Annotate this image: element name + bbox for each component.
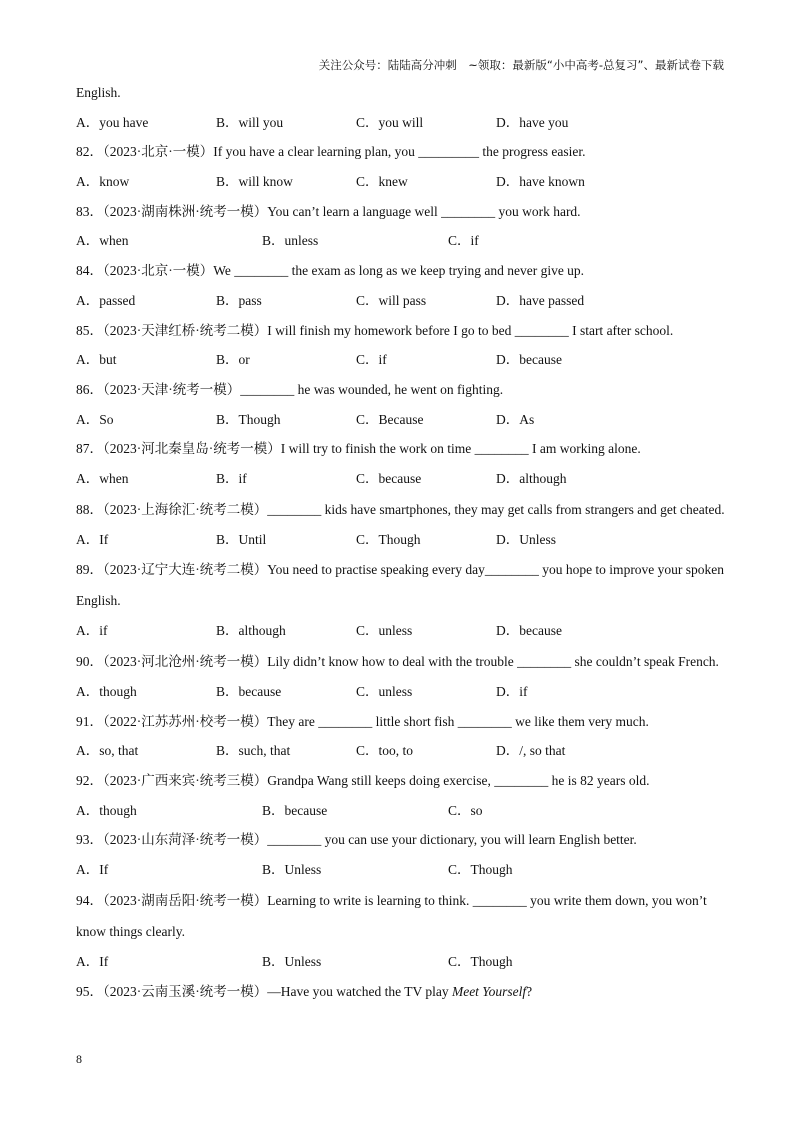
question-options bbox=[76, 345, 726, 375]
question-text: ________ kids have smartphones, they may get calls from strangers and get cheated. bbox=[267, 501, 725, 517]
question-options bbox=[76, 947, 726, 977]
question-stem bbox=[76, 494, 726, 525]
question-options bbox=[76, 405, 726, 435]
answer-option: B．or bbox=[216, 352, 250, 368]
question-text: I will try to finish the work on time ________ I am working alone. bbox=[280, 441, 641, 457]
question-source: （2023·北京·一模） bbox=[103, 144, 214, 160]
answer-option: B．if bbox=[216, 470, 247, 486]
answer-option: D．if bbox=[496, 684, 528, 699]
answer-option: B．although bbox=[216, 623, 286, 639]
answer-option: C．Though bbox=[448, 862, 513, 878]
answer-option: A．though bbox=[76, 684, 137, 699]
answer-option: B．Unless bbox=[262, 953, 322, 969]
answer-option: B．pass bbox=[216, 292, 262, 308]
answer-option: A．know bbox=[76, 174, 130, 190]
answer-option: B．unless bbox=[262, 233, 319, 249]
answer-option: D．have you bbox=[496, 114, 569, 130]
question-text: ________ he was wounded, he went on fighting. bbox=[240, 381, 504, 397]
question-source: （2023·天津红桥·统考二模） bbox=[103, 322, 268, 338]
answer-option: A．when bbox=[76, 233, 129, 249]
answer-option: B．such, that bbox=[216, 743, 291, 759]
question-text: If you have a clear learning plan, you _________ the progress easier. bbox=[213, 144, 586, 160]
answer-option: C．unless bbox=[356, 623, 413, 639]
answer-option: C．will pass bbox=[356, 292, 427, 308]
answer-option: A．when bbox=[76, 470, 129, 486]
answer-option: B．Though bbox=[216, 411, 281, 427]
answer-option: C．knew bbox=[356, 174, 408, 190]
answer-option: B．because bbox=[262, 802, 328, 818]
answer-option: A．passed bbox=[76, 292, 136, 308]
question-number: 94． bbox=[76, 892, 103, 908]
answer-option: C．because bbox=[356, 470, 422, 486]
answer-option: B．Until bbox=[216, 531, 267, 547]
question-number: 91． bbox=[76, 713, 103, 729]
question-number: 90． bbox=[76, 654, 103, 669]
question-text: I will finish my homework before I go to bed ________ I start after school. bbox=[267, 322, 674, 338]
answer-option: C．too, to bbox=[356, 743, 414, 759]
answer-option: C．Though bbox=[448, 953, 513, 969]
question-text: ________ you can use your dictionary, you will learn English better. bbox=[267, 832, 637, 848]
question-source: （2023·天津·统考一模） bbox=[103, 381, 241, 397]
question-number: 85． bbox=[76, 322, 103, 338]
question-stem bbox=[76, 434, 726, 464]
question-number: 93． bbox=[76, 832, 103, 848]
question-text: Lily didn’t know how to deal with the trouble ________ she couldn’t speak French. bbox=[267, 654, 719, 669]
answer-option: D．have passed bbox=[496, 292, 585, 308]
question-options bbox=[76, 525, 726, 555]
answer-option: C．so bbox=[448, 802, 483, 818]
answer-option: A．but bbox=[76, 352, 117, 368]
question-number: 84． bbox=[76, 263, 103, 279]
question-options bbox=[76, 796, 726, 826]
answer-option: D．As bbox=[496, 411, 535, 427]
question-options bbox=[76, 616, 726, 646]
question-title: Meet Yourself bbox=[451, 983, 527, 999]
question-source: （2023·河北沧州·统考一模） bbox=[103, 654, 268, 669]
answer-option: A．so, that bbox=[76, 743, 139, 759]
answer-option: C．if bbox=[448, 233, 479, 249]
answer-option: D．although bbox=[496, 470, 567, 486]
question-source: （2023·湖南岳阳·统考一模） bbox=[103, 892, 268, 908]
answer-option: A．So bbox=[76, 411, 114, 427]
question-source: （2022·江苏苏州·校考一模） bbox=[103, 713, 268, 729]
question-text-after: ? bbox=[526, 983, 533, 999]
question-stem bbox=[76, 375, 726, 405]
question-list bbox=[76, 78, 726, 1006]
question-text: You can’t learn a language well ________ you work hard. bbox=[267, 203, 581, 219]
question-options bbox=[76, 286, 726, 316]
question-source: （2023·河北秦皇岛·统考一模） bbox=[103, 441, 281, 457]
lead-options bbox=[76, 108, 726, 138]
question-stem bbox=[76, 256, 726, 286]
question-number: 86． bbox=[76, 381, 103, 397]
question-stem bbox=[76, 197, 726, 227]
question-number: 87． bbox=[76, 441, 103, 457]
question-options bbox=[76, 855, 726, 885]
answer-option: A．If bbox=[76, 531, 109, 547]
question-stem bbox=[76, 977, 726, 1007]
question-source: （2023·上海徐汇·统考二模） bbox=[103, 501, 268, 517]
answer-option: A．If bbox=[76, 953, 109, 969]
question-stem bbox=[76, 316, 726, 346]
question-source: （2023·云南玉溪·统考一模） bbox=[103, 983, 268, 999]
answer-option: D．Unless bbox=[496, 531, 556, 547]
question-options bbox=[76, 167, 726, 197]
question-number: 89． bbox=[76, 562, 103, 578]
answer-option: B．will know bbox=[216, 174, 293, 190]
answer-option: C．Because bbox=[356, 411, 424, 427]
answer-option: C．Though bbox=[356, 531, 421, 547]
question-source: （2023·北京·一模） bbox=[103, 263, 214, 279]
question-options bbox=[76, 464, 726, 494]
question-number: 88． bbox=[76, 501, 103, 517]
answer-option: A．if bbox=[76, 623, 108, 639]
question-stem bbox=[76, 137, 726, 167]
answer-option: D．because bbox=[496, 623, 562, 639]
answer-option: B．because bbox=[216, 684, 282, 699]
question-options bbox=[76, 226, 726, 256]
answer-option: A．though bbox=[76, 802, 137, 818]
question-text: Learning to write is learning to think. ________ you write them down, you won’t know things clearly. bbox=[76, 892, 707, 939]
question-stem bbox=[76, 766, 726, 796]
question-text: We ________ the exam as long as we keep trying and never give up. bbox=[213, 263, 585, 279]
question-source: （2023·广西来宾·统考三模） bbox=[103, 773, 268, 789]
question-number: 83． bbox=[76, 203, 103, 219]
question-source: （2023·湖南株洲·统考一模） bbox=[103, 203, 268, 219]
question-text: You need to practise speaking every day________ you hope to improve your spoken English. bbox=[76, 562, 725, 609]
answer-option: A．you have bbox=[76, 114, 149, 130]
question-stem bbox=[76, 707, 726, 737]
answer-option: D．have known bbox=[496, 174, 585, 190]
answer-option: C．unless bbox=[356, 684, 413, 699]
answer-option: D．because bbox=[496, 352, 562, 368]
question-stem bbox=[76, 885, 726, 947]
answer-option: B．Unless bbox=[262, 862, 322, 878]
answer-option: C．if bbox=[356, 352, 387, 368]
answer-option: A．If bbox=[76, 862, 109, 878]
question-options bbox=[76, 677, 726, 707]
page-number: 8 bbox=[76, 1052, 82, 1066]
question-stem bbox=[76, 646, 726, 677]
question-text-before: —Have you watched the TV play bbox=[267, 983, 452, 999]
question-number: 82． bbox=[76, 144, 103, 160]
answer-option: B．will you bbox=[216, 114, 284, 130]
question-stem bbox=[76, 825, 726, 855]
answer-option: D．/, so that bbox=[496, 743, 566, 759]
question-number: 95． bbox=[76, 983, 103, 999]
question-text: They are ________ little short fish ________ we like them very much. bbox=[267, 713, 649, 729]
answer-option: C．you will bbox=[356, 114, 424, 130]
lead-text: English. bbox=[76, 85, 121, 100]
question-source: （2023·辽宁大连·统考二模） bbox=[103, 562, 268, 578]
question-stem bbox=[76, 554, 726, 616]
question-number: 92． bbox=[76, 773, 103, 789]
question-options bbox=[76, 736, 726, 766]
question-text: Grandpa Wang still keeps doing exercise, ________ he is 82 years old. bbox=[267, 773, 650, 789]
question-source: （2023·山东菏泽·统考一模） bbox=[103, 832, 268, 848]
page-header: 关注公众号：陆陆高分冲刺 ~领取：最新版“小中高考-总复习”、最新试卷下载 bbox=[318, 58, 724, 72]
